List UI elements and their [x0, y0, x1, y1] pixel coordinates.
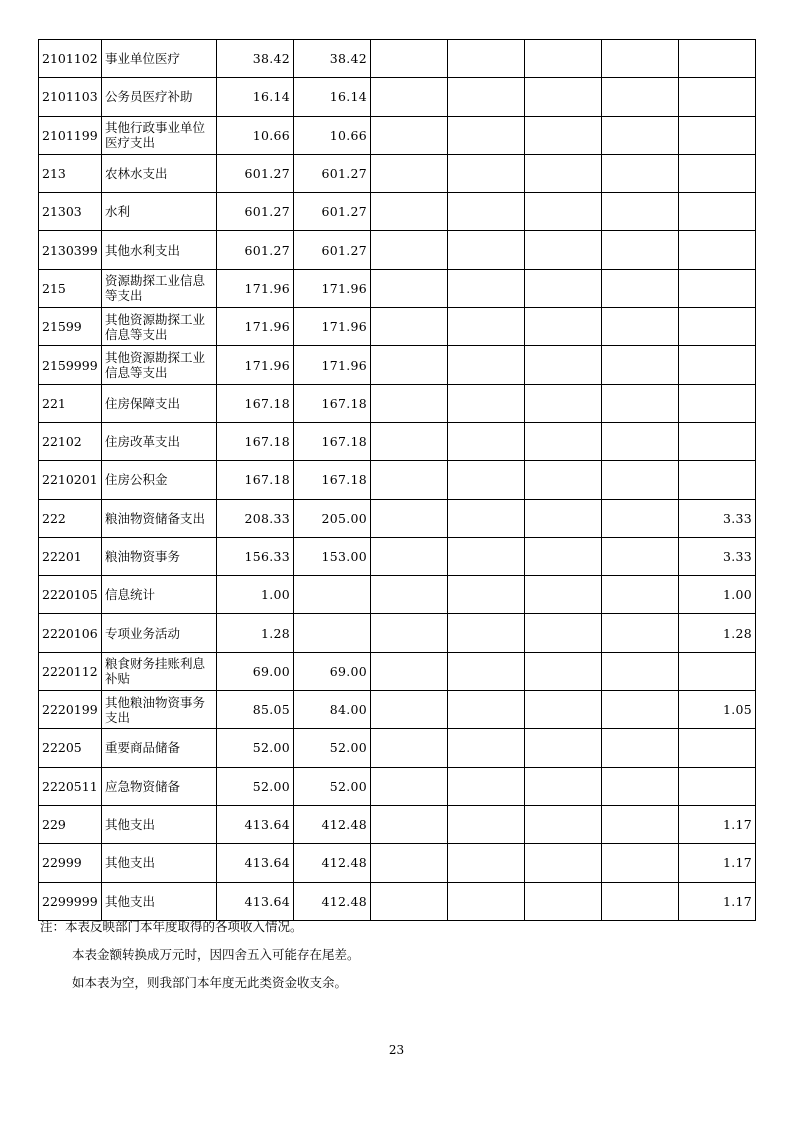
cell-amount: 601.27 [294, 154, 371, 192]
cell-amount [525, 422, 602, 460]
cell-amount [448, 384, 525, 422]
cell-code: 2220511 [39, 767, 102, 805]
cell-amount [448, 461, 525, 499]
cell-name: 粮油物资储备支出 [102, 499, 217, 537]
cell-amount: 69.00 [217, 652, 294, 690]
cell-amount [525, 499, 602, 537]
budget-table [38, 39, 756, 921]
cell-amount: 167.18 [294, 384, 371, 422]
cell-amount [602, 767, 679, 805]
cell-amount [602, 652, 679, 690]
cell-amount: 69.00 [294, 652, 371, 690]
cell-amount: 156.33 [217, 537, 294, 575]
table-row [39, 40, 756, 78]
cell-amount [448, 116, 525, 154]
table-row [39, 422, 756, 460]
cell-amount [448, 269, 525, 307]
cell-amount [294, 576, 371, 614]
cell-amount: 601.27 [217, 154, 294, 192]
cell-amount: 1.00 [217, 576, 294, 614]
cell-name: 粮食财务挂账利息补贴 [102, 652, 217, 690]
cell-amount [448, 193, 525, 231]
cell-amount: 412.48 [294, 882, 371, 920]
cell-amount [602, 116, 679, 154]
cell-amount: 52.00 [294, 729, 371, 767]
cell-amount [448, 767, 525, 805]
cell-amount: 1.17 [679, 805, 756, 843]
cell-amount [679, 231, 756, 269]
table-row [39, 805, 756, 843]
cell-name: 粮油物资事务 [102, 537, 217, 575]
cell-amount: 205.00 [294, 499, 371, 537]
cell-amount [448, 346, 525, 384]
cell-amount: 412.48 [294, 844, 371, 882]
cell-amount [448, 691, 525, 729]
cell-amount [525, 193, 602, 231]
cell-amount [679, 767, 756, 805]
cell-name: 其他支出 [102, 844, 217, 882]
table-row [39, 384, 756, 422]
cell-amount [602, 576, 679, 614]
cell-amount [602, 384, 679, 422]
cell-code: 22205 [39, 729, 102, 767]
cell-amount [525, 384, 602, 422]
cell-amount [448, 614, 525, 652]
cell-amount [371, 576, 448, 614]
table-row [39, 499, 756, 537]
cell-amount [525, 537, 602, 575]
cell-amount [679, 40, 756, 78]
cell-amount [448, 652, 525, 690]
note-line-3: 如本表为空，则我部门本年度无此类资金收支余。 [72, 975, 348, 990]
note-line-2: 本表金额转换成万元时，因四舍五入可能存在尾差。 [72, 947, 360, 962]
table-row [39, 346, 756, 384]
cell-amount [371, 269, 448, 307]
cell-code: 21599 [39, 308, 102, 346]
cell-amount [602, 269, 679, 307]
cell-code: 2220112 [39, 652, 102, 690]
table-row [39, 729, 756, 767]
cell-amount [371, 729, 448, 767]
cell-amount [602, 231, 679, 269]
cell-amount: 413.64 [217, 882, 294, 920]
cell-amount: 601.27 [217, 193, 294, 231]
cell-amount: 208.33 [217, 499, 294, 537]
table-row [39, 652, 756, 690]
cell-code: 2130399 [39, 231, 102, 269]
cell-name: 重要商品储备 [102, 729, 217, 767]
cell-amount [448, 422, 525, 460]
cell-amount [371, 805, 448, 843]
cell-amount [448, 154, 525, 192]
cell-amount [371, 116, 448, 154]
cell-amount [679, 729, 756, 767]
cell-amount: 1.00 [679, 576, 756, 614]
cell-amount [602, 308, 679, 346]
cell-amount: 167.18 [217, 461, 294, 499]
cell-amount: 52.00 [294, 767, 371, 805]
cell-name: 其他行政事业单位医疗支出 [102, 116, 217, 154]
cell-amount [602, 614, 679, 652]
cell-amount [448, 882, 525, 920]
note-line-1: 注：本表反映部门本年度取得的各项收入情况。 [40, 919, 303, 934]
table-row [39, 767, 756, 805]
cell-amount [525, 652, 602, 690]
cell-code: 22999 [39, 844, 102, 882]
cell-amount [525, 576, 602, 614]
cell-code: 2220106 [39, 614, 102, 652]
cell-amount: 171.96 [217, 346, 294, 384]
table-row [39, 116, 756, 154]
cell-amount: 601.27 [217, 231, 294, 269]
cell-amount: 1.05 [679, 691, 756, 729]
cell-amount: 1.28 [217, 614, 294, 652]
cell-amount [371, 384, 448, 422]
cell-amount: 85.05 [217, 691, 294, 729]
table-row [39, 78, 756, 116]
cell-name: 事业单位医疗 [102, 40, 217, 78]
cell-amount [602, 805, 679, 843]
cell-amount [525, 269, 602, 307]
cell-amount: 16.14 [217, 78, 294, 116]
cell-amount [448, 78, 525, 116]
cell-amount [525, 767, 602, 805]
cell-amount [371, 78, 448, 116]
cell-amount [371, 346, 448, 384]
cell-amount [371, 461, 448, 499]
table-row [39, 308, 756, 346]
cell-code: 2101103 [39, 78, 102, 116]
cell-code: 22102 [39, 422, 102, 460]
cell-amount: 38.42 [217, 40, 294, 78]
cell-amount [602, 154, 679, 192]
cell-amount [525, 78, 602, 116]
cell-amount: 167.18 [217, 422, 294, 460]
cell-name: 其他粮油物资事务支出 [102, 691, 217, 729]
cell-amount: 412.48 [294, 805, 371, 843]
cell-amount: 167.18 [217, 384, 294, 422]
table-row [39, 269, 756, 307]
cell-amount [371, 193, 448, 231]
cell-amount [525, 614, 602, 652]
cell-amount: 171.96 [217, 308, 294, 346]
cell-amount: 171.96 [217, 269, 294, 307]
cell-code: 2220105 [39, 576, 102, 614]
cell-amount: 1.28 [679, 614, 756, 652]
cell-code: 2159999 [39, 346, 102, 384]
cell-amount: 16.14 [294, 78, 371, 116]
cell-amount: 153.00 [294, 537, 371, 575]
cell-amount: 171.96 [294, 269, 371, 307]
table-row [39, 844, 756, 882]
cell-amount: 413.64 [217, 844, 294, 882]
cell-amount [679, 346, 756, 384]
table-row [39, 576, 756, 614]
cell-amount [448, 805, 525, 843]
cell-amount [525, 691, 602, 729]
cell-name: 其他支出 [102, 805, 217, 843]
cell-code: 215 [39, 269, 102, 307]
table-row [39, 193, 756, 231]
cell-amount: 413.64 [217, 805, 294, 843]
cell-code: 21303 [39, 193, 102, 231]
cell-amount [371, 691, 448, 729]
cell-amount [294, 614, 371, 652]
cell-name: 其他支出 [102, 882, 217, 920]
cell-amount [679, 116, 756, 154]
cell-code: 222 [39, 499, 102, 537]
cell-amount: 10.66 [217, 116, 294, 154]
table-body [39, 40, 756, 921]
cell-amount [525, 805, 602, 843]
cell-name: 其他资源勘探工业信息等支出 [102, 346, 217, 384]
cell-code: 2101199 [39, 116, 102, 154]
cell-name: 信息统计 [102, 576, 217, 614]
cell-amount [371, 154, 448, 192]
cell-amount [448, 729, 525, 767]
cell-code: 221 [39, 384, 102, 422]
table-row [39, 614, 756, 652]
table-row [39, 231, 756, 269]
cell-name: 农林水支出 [102, 154, 217, 192]
cell-code: 2220199 [39, 691, 102, 729]
cell-code: 2101102 [39, 40, 102, 78]
cell-amount [371, 231, 448, 269]
cell-amount [448, 40, 525, 78]
cell-amount [679, 269, 756, 307]
cell-amount [602, 844, 679, 882]
cell-amount [448, 844, 525, 882]
cell-amount [525, 346, 602, 384]
cell-amount [525, 729, 602, 767]
cell-code: 229 [39, 805, 102, 843]
cell-name: 公务员医疗补助 [102, 78, 217, 116]
cell-amount [525, 116, 602, 154]
cell-amount: 601.27 [294, 193, 371, 231]
cell-amount [525, 308, 602, 346]
table-row [39, 691, 756, 729]
cell-name: 水利 [102, 193, 217, 231]
cell-name: 住房改革支出 [102, 422, 217, 460]
cell-amount [525, 461, 602, 499]
cell-amount [371, 40, 448, 78]
cell-amount [448, 576, 525, 614]
cell-amount [371, 308, 448, 346]
cell-name: 专项业务活动 [102, 614, 217, 652]
cell-amount [448, 308, 525, 346]
cell-amount [448, 499, 525, 537]
cell-amount [525, 882, 602, 920]
table-row [39, 882, 756, 920]
cell-amount [679, 78, 756, 116]
cell-amount: 167.18 [294, 461, 371, 499]
cell-amount [602, 729, 679, 767]
cell-amount: 171.96 [294, 346, 371, 384]
cell-amount [602, 882, 679, 920]
cell-amount: 38.42 [294, 40, 371, 78]
cell-amount: 52.00 [217, 729, 294, 767]
cell-amount [679, 384, 756, 422]
cell-amount [602, 78, 679, 116]
cell-amount [602, 346, 679, 384]
cell-amount [448, 231, 525, 269]
cell-amount [525, 154, 602, 192]
cell-amount [525, 231, 602, 269]
cell-amount [679, 652, 756, 690]
cell-amount [679, 154, 756, 192]
cell-name: 住房公积金 [102, 461, 217, 499]
cell-amount [602, 422, 679, 460]
cell-amount [371, 652, 448, 690]
cell-amount: 84.00 [294, 691, 371, 729]
cell-amount [371, 767, 448, 805]
cell-amount: 3.33 [679, 537, 756, 575]
cell-amount [679, 461, 756, 499]
cell-amount [371, 844, 448, 882]
cell-amount: 1.17 [679, 882, 756, 920]
cell-amount [602, 461, 679, 499]
cell-amount: 10.66 [294, 116, 371, 154]
page-number: 23 [388, 1043, 405, 1057]
cell-code: 2210201 [39, 461, 102, 499]
cell-amount [371, 422, 448, 460]
table-row [39, 154, 756, 192]
cell-name: 资源勘探工业信息等支出 [102, 269, 217, 307]
cell-amount [371, 614, 448, 652]
cell-amount: 3.33 [679, 499, 756, 537]
table-row [39, 537, 756, 575]
cell-amount [602, 499, 679, 537]
cell-code: 213 [39, 154, 102, 192]
cell-amount [525, 40, 602, 78]
cell-amount [448, 537, 525, 575]
cell-code: 2299999 [39, 882, 102, 920]
cell-amount [679, 422, 756, 460]
cell-amount [371, 882, 448, 920]
cell-name: 应急物资储备 [102, 767, 217, 805]
cell-amount [679, 193, 756, 231]
cell-amount: 1.17 [679, 844, 756, 882]
cell-amount [602, 40, 679, 78]
cell-amount [371, 499, 448, 537]
cell-amount [602, 537, 679, 575]
cell-amount: 171.96 [294, 308, 371, 346]
cell-amount [371, 537, 448, 575]
cell-name: 其他资源勘探工业信息等支出 [102, 308, 217, 346]
cell-amount: 167.18 [294, 422, 371, 460]
cell-amount [679, 308, 756, 346]
cell-amount [602, 193, 679, 231]
cell-name: 其他水利支出 [102, 231, 217, 269]
cell-code: 22201 [39, 537, 102, 575]
table-row [39, 461, 756, 499]
cell-amount: 601.27 [294, 231, 371, 269]
cell-amount: 52.00 [217, 767, 294, 805]
cell-name: 住房保障支出 [102, 384, 217, 422]
cell-amount [602, 691, 679, 729]
cell-amount [525, 844, 602, 882]
